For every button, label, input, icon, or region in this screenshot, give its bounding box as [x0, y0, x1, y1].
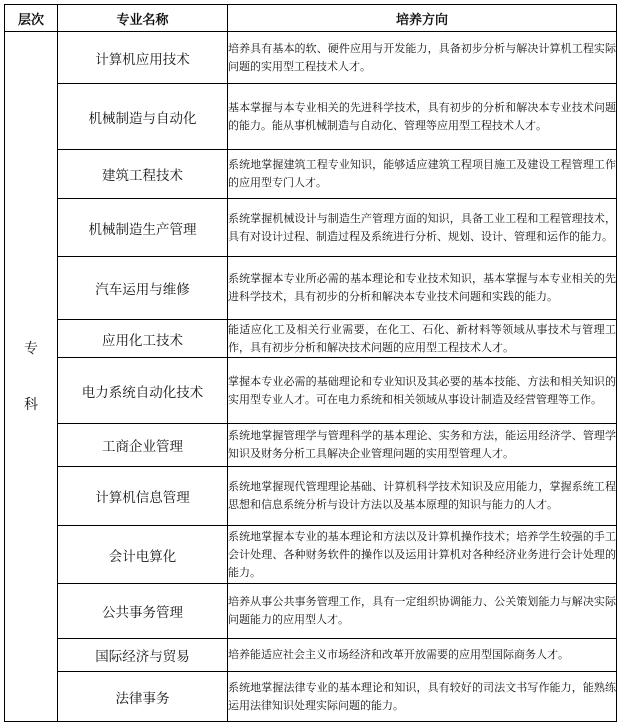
table-row: [5, 320, 617, 358]
major-name: 电力系统自动化技术: [58, 358, 228, 424]
major-description: 培养具有基本的软、硬件应用与开发能力，具备初步分析与解决计算机工程实际问题的实用型工程技术人才。: [228, 32, 617, 84]
table-row: [5, 84, 617, 150]
table-row: [5, 358, 617, 424]
majors-table: [4, 4, 617, 722]
major-name: 会计电算化: [58, 526, 228, 584]
major-name: 法律事务: [58, 672, 228, 722]
major-name: 公共事务管理: [58, 584, 228, 639]
major-description: 基本掌握与本专业相关的先进科学技术，具有初步的分析和解决本专业技术问题的能力。能从事机械制造与自动化、管理等应用型工程技术人才。: [228, 84, 617, 150]
table-row: [5, 672, 617, 722]
level-char-1: 专: [24, 340, 38, 357]
header-row: [5, 5, 617, 32]
major-description: 系统掌握本专业所必需的基本理论和专业技术知识，基本掌握与本专业相关的先进科学技术，具有初步的分析和解决本专业技术问题和实践的能力。: [228, 257, 617, 320]
major-description: 培养能适应社会主义市场经济和改革开放需要的应用型国际商务人才。: [228, 639, 617, 672]
table-row: [5, 199, 617, 257]
level-cell: [5, 32, 58, 722]
major-name: 计算机应用技术: [58, 32, 228, 84]
table-row: [5, 467, 617, 526]
table-row: [5, 257, 617, 320]
major-description: 系统地掌握建筑工程专业知识，能够适应建筑工程项目施工及建设工程管理工作的应用型专门人才。: [228, 150, 617, 199]
major-description: 系统掌握机械设计与制造生产管理方面的知识，具备工业工程和工程管理技术，具有对设计过程、制造过程及系统进行分析、规划、设计、管理和运作的能力。: [228, 199, 617, 257]
major-description: 培养从事公共事务管理工作，具有一定组织协调能力、公关策划能力与解决实际问题能力的应用型人才。: [228, 584, 617, 639]
table-row: [5, 639, 617, 672]
major-description: 系统地掌握本专业的基本理论和方法以及计算机操作技术；培养学生较强的手工会计处理、各种财务软件的操作以及运用计算机对各种经济业务进行会计处理的能力。: [228, 526, 617, 584]
major-description: 系统地掌握现代管理理论基础、计算机科学技术知识及应用能力，掌握系统工程思想和信息系统分析与设计方法以及基本原理的知识与能力的人才。: [228, 467, 617, 526]
major-name: 国际经济与贸易: [58, 639, 228, 672]
table-row: [5, 526, 617, 584]
level-char-2: 科: [24, 396, 38, 413]
table-row: [5, 424, 617, 467]
table-row: [5, 150, 617, 199]
major-description: 掌握本专业必需的基础理论和专业知识及其必要的基本技能、方法和相关知识的实用型专业人才。可在电力系统和相关领域从事设计制造及经营管理等工作。: [228, 358, 617, 424]
table-row: [5, 584, 617, 639]
major-name: 计算机信息管理: [58, 467, 228, 526]
major-description: 系统地掌握管理学与管理科学的基本理论、实务和方法，能运用经济学、管理学知识及财务分析工具解决企业管理问题的实用型管理人才。: [228, 424, 617, 467]
header-level: 层次: [5, 5, 58, 32]
major-name: 工商企业管理: [58, 424, 228, 467]
major-name: 汽车运用与维修: [58, 257, 228, 320]
header-training-direction: 培养方向: [228, 5, 617, 32]
major-description: 系统地掌握法律专业的基本理论和知识，具有较好的司法文书写作能力，能熟练运用法律知识处理实际问题的能力。: [228, 672, 617, 722]
major-name: 机械制造与自动化: [58, 84, 228, 150]
major-description: 能适应化工及相关行业需要，在化工、石化、新材料等领域从事技术与管理工作，具有初步分析和解决技术问题的应用型工程技术人才。: [228, 320, 617, 358]
header-major-name: 专业名称: [58, 5, 228, 32]
major-name: 应用化工技术: [58, 320, 228, 358]
table-row: [5, 32, 617, 84]
major-name: 建筑工程技术: [58, 150, 228, 199]
major-name: 机械制造生产管理: [58, 199, 228, 257]
